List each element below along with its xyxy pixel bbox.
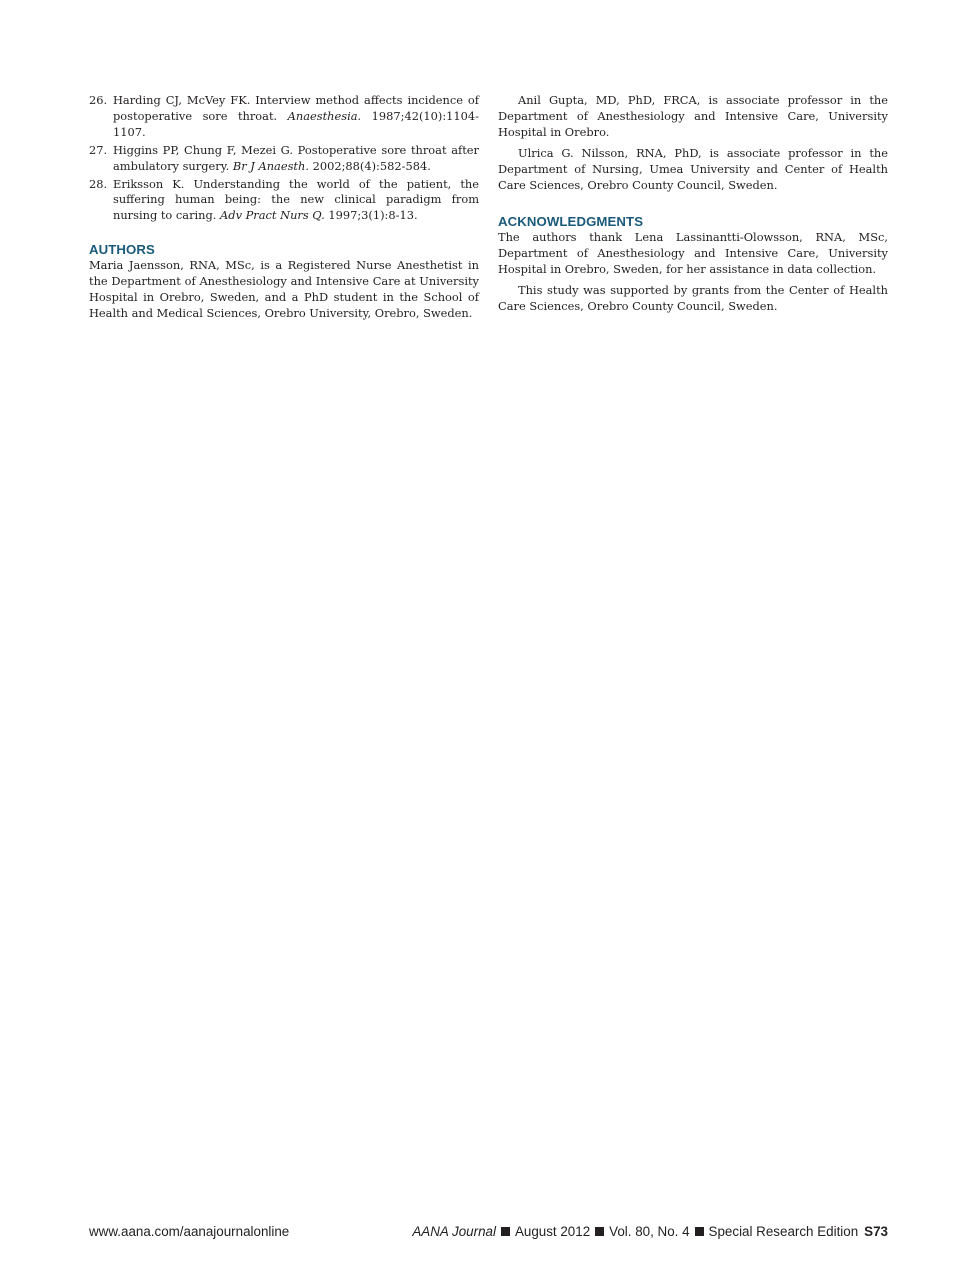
square-bullet-icon <box>501 1227 510 1236</box>
page-number: S73 <box>864 1224 888 1239</box>
left-column <box>89 93 479 322</box>
reference-number: 26. <box>89 93 108 107</box>
reference-number: 27. <box>89 142 108 157</box>
author-bio: Ulrica G. Nilsson, RNA, PhD, is associate professor in the Department of Nursing, Umea University and Center of Health Care Sciences, Orebro County Council, Sweden. <box>498 145 888 192</box>
issue-date: August 2012 <box>514 1224 591 1239</box>
reference-item <box>89 143 479 175</box>
author-bio: Maria Jaensson, RNA, MSc, is a Registered Nurse Anesthetist in the Department of Anesthesiology and Intensive Care at University Hospital in Orebro, Sweden, and a PhD student in the School of Health and Medical Sciences, Orebro University, Orebro, Sweden. <box>89 258 479 320</box>
reference-item <box>89 177 479 225</box>
reference-item <box>89 93 479 141</box>
volume-number: Vol. 80, No. 4 <box>609 1224 690 1239</box>
reference-text: Harding CJ, McVey FK. Interview method affects incidence of postoperative sore throat. <box>113 93 479 123</box>
footer-citation <box>412 1224 888 1239</box>
square-bullet-icon <box>695 1227 704 1236</box>
authors-heading: AUTHORS <box>89 242 155 258</box>
funding-text: This study was supported by grants from the Center of Health Care Sciences, Orebro County Council, Sweden. <box>498 283 888 314</box>
edition-name: Special Research Edition <box>708 1224 859 1239</box>
right-column <box>498 93 888 315</box>
reference-text: Higgins PP, Chung F, Mezei G. Postoperative sore throat after ambulatory surgery. <box>113 142 479 173</box>
reference-text: Eriksson K. Understanding the world of the patient, the suffering human being: the new clinical paradigm from nursing to caring. <box>113 176 479 223</box>
acknowledgments-heading: ACKNOWLEDGMENTS <box>498 214 644 230</box>
reference-citation: 1987;42(10):1104-1107. <box>113 108 479 139</box>
journal-name: AANA Journal <box>412 1224 496 1239</box>
page-footer <box>89 1222 888 1242</box>
acknowledgments-text: The authors thank Lena Lassinantti-Olowsson, RNA, MSc, Department of Anesthesiology and Intensive Care, University Hospital in Orebro, Sweden, for her assistance in data collection. <box>498 230 888 277</box>
journal-url: www.aana.com/aanajournalonline <box>89 1224 290 1239</box>
author-bio: Anil Gupta, MD, PhD, FRCA, is associate professor in the Department of Anesthesiology and Intensive Care, University Hospital in Orebro. <box>498 93 888 139</box>
reference-journal: Adv Pract Nurs Q. <box>220 208 325 223</box>
reference-journal: Anaesthesia. <box>287 108 362 123</box>
reference-number: 28. <box>89 176 108 191</box>
reference-citation: 1997;3(1):8-13. <box>324 208 418 223</box>
reference-citation: 2002;88(4):582-584. <box>308 158 431 173</box>
reference-journal: Br J Anaesth. <box>232 158 309 173</box>
square-bullet-icon <box>595 1227 604 1236</box>
